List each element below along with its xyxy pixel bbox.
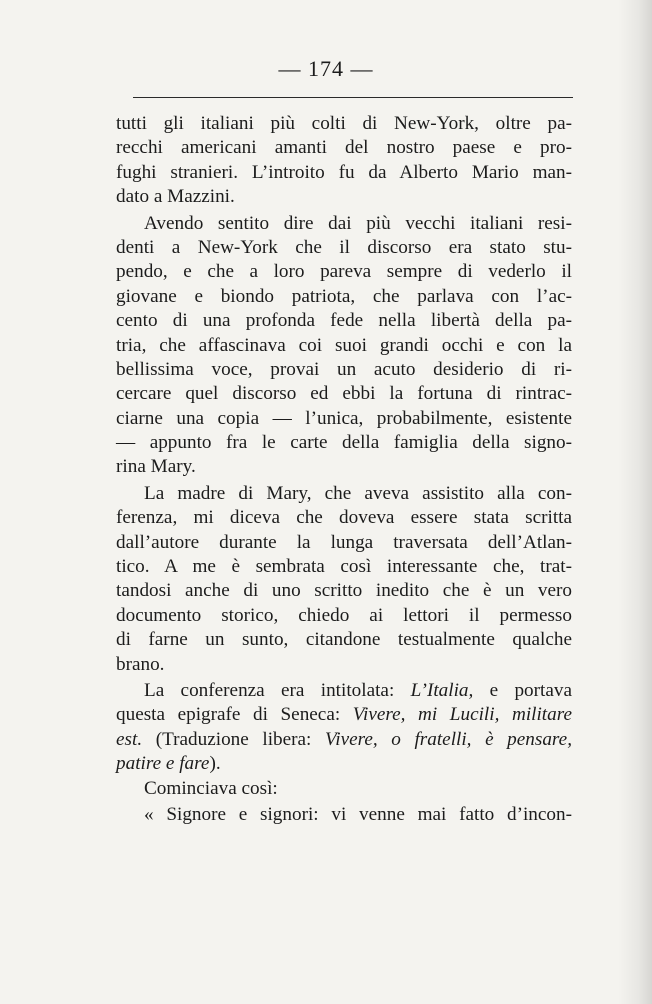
text-line: denti a New-York che il discorso era stato stu-: [116, 236, 572, 258]
page-number: — 174 —: [278, 56, 374, 81]
translation-italic: Vivere, o fratelli, è pensare,: [324, 728, 572, 750]
text-line: rina Mary.: [116, 456, 196, 478]
text-run: questa epigrafe di Seneca:: [116, 704, 353, 726]
epigraph-line: [116, 679, 572, 703]
body-text: [116, 112, 572, 827]
title-italic: L’Italia,: [410, 679, 474, 701]
text-run: La conferenza era intitolata:: [144, 679, 411, 701]
text-line: dato a Mazzini.: [116, 186, 235, 208]
translation-italic: patire e fare: [116, 753, 210, 775]
text-line: tandosi anche di uno scritto inedito che è un vero: [116, 580, 572, 602]
text-line: cento di una profonda fede nella libertà della pa-: [116, 310, 572, 332]
epigraph-line: [116, 728, 572, 752]
text-run: (Traduzione libera:: [142, 728, 325, 750]
text-line: tico. A me è sembrata così interessante che, trat-: [116, 556, 572, 578]
text-run: e portava: [473, 679, 572, 701]
quote-italic: Vivere, mi Lucili, militare: [352, 704, 573, 726]
text-line: giovane e biondo patriota, che parlava con l’ac-: [116, 285, 572, 307]
quote-italic: est.: [116, 728, 143, 750]
text-line: documento storico, chiedo ai lettori il permesso: [116, 604, 572, 626]
epigraph-line: [116, 752, 572, 776]
text-line: ferenza, mi diceva che doveva essere stata scritta: [116, 507, 572, 529]
spine-shadow: [618, 0, 652, 1004]
text-line: tria, che affascinava coi suoi grandi occhi e con la: [116, 334, 572, 356]
text-line: ciarne una copia — l’unica, probabilmente, esistente: [116, 407, 572, 429]
text-line: cercare quel discorso ed ebbi la fortuna di rintrac-: [116, 383, 572, 405]
text-line: Avendo sentito dire dai più vecchi italiani resi-: [144, 212, 572, 234]
text-line: brano.: [116, 653, 165, 675]
text-line: recchi americani amanti del nostro paese e pro-: [116, 137, 572, 159]
text-line: di farne un sunto, citandone testualmente qualche: [116, 629, 572, 651]
text-line: La madre di Mary, che aveva assistito alla con-: [144, 482, 572, 504]
text-line: Cominciava così:: [144, 777, 278, 799]
text-line: pendo, e che a loro pareva sempre di vederlo il: [116, 261, 572, 283]
text-run: ).: [209, 753, 221, 775]
text-line: tutti gli italiani più colti di New-York, oltre pa-: [116, 113, 572, 134]
epigraph-line: [116, 703, 572, 727]
text-line: bellissima voce, provai un acuto desiderio di ri-: [116, 358, 572, 380]
text-line: dall’autore durante la lunga traversata dell’Atlan-: [116, 531, 572, 553]
text-line: « Signore e signori: vi venne mai fatto d’incon-: [144, 803, 572, 825]
text-line: fughi stranieri. L’introito fu da Alberto Mario man-: [116, 161, 572, 183]
header-rule: [133, 97, 573, 98]
text-line: — appunto fra le carte della famiglia della signo-: [116, 432, 572, 454]
